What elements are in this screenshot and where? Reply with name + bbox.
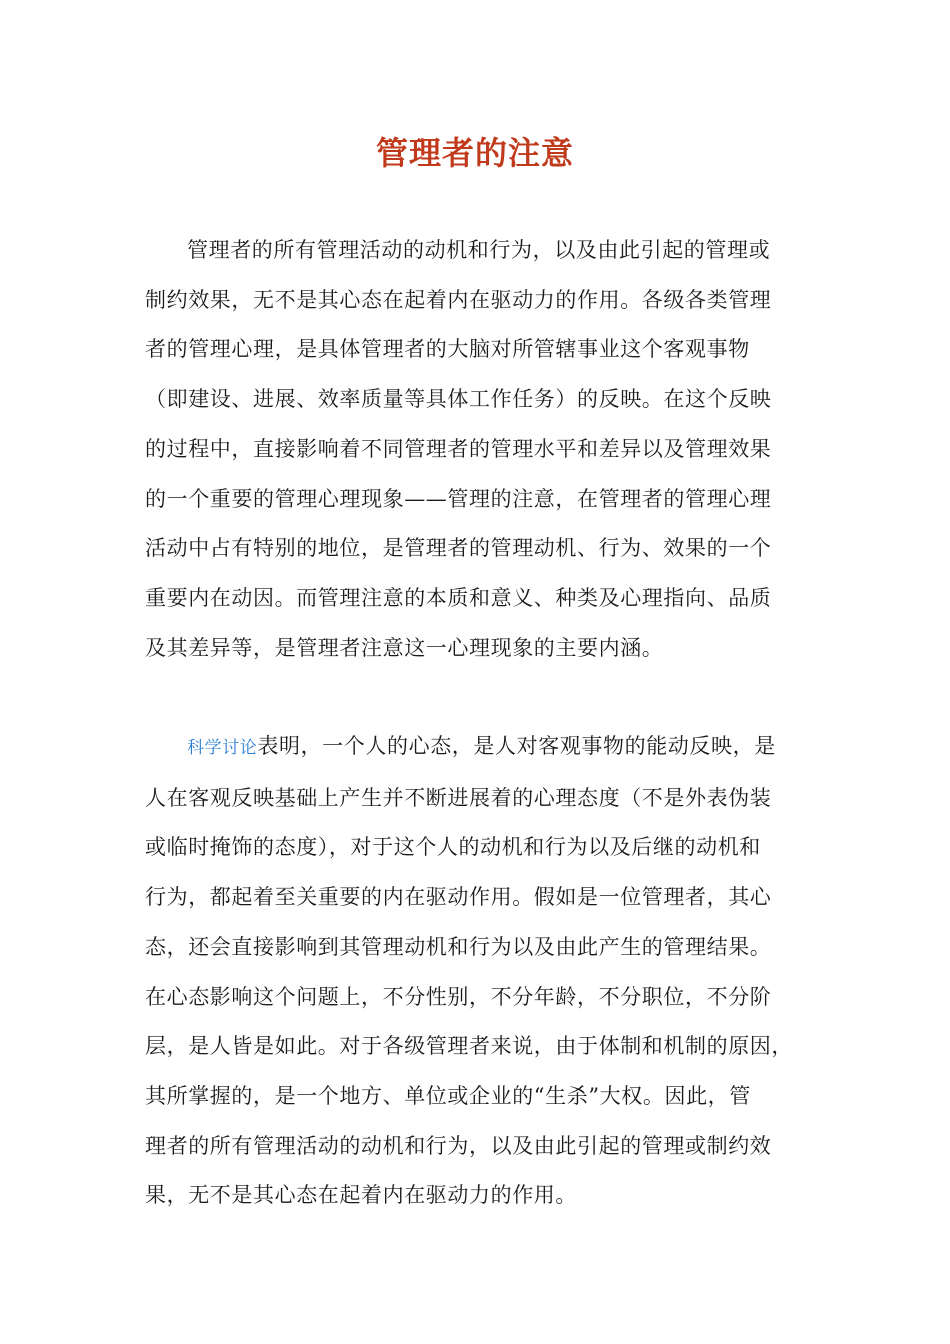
paragraph-1-line: （即建设、进展、效率质量等具体工作任务）的反映。在这个反映 <box>145 387 772 412</box>
paragraph-1-line: 者的管理心理，是具体管理者的大脑对所管辖事业这个客观事物 <box>145 337 750 362</box>
paragraph-1 <box>145 226 817 673</box>
paragraph-2 <box>145 722 817 1221</box>
paragraph-1-line: 制约效果，无不是其心态在起着内在驱动力的作用。各级各类管理 <box>145 287 772 312</box>
paragraph-1-line: 的过程中，直接影响着不同管理者的管理水平和差异以及管理效果 <box>145 436 772 461</box>
paragraph-2-line: 其所掌握的，是一个地方、单位或企业的“生杀”大权。因此，管 <box>145 1083 751 1108</box>
paragraph-1-line: 活动中占有特别的地位，是管理者的管理动机、行为、效果的一个 <box>145 536 772 561</box>
paragraph-2-first-line-text: 表明，一个人的心态，是人对客观事物的能动反映，是 <box>257 734 776 758</box>
paragraph-1-line: 的一个重要的管理心理现象——管理的注意，在管理者的管理心理 <box>145 486 772 511</box>
paragraph-1-line: 及其差异等，是管理者注意这一心理现象的主要内涵。 <box>145 635 664 660</box>
paragraph-2-first-line <box>145 722 817 774</box>
paragraph-2-line: 行为，都起着至关重要的内在驱动作用。假如是一位管理者，其心 <box>145 885 772 910</box>
paragraph-2-line: 或临时掩饰的态度），对于这个人的动机和行为以及后继的动机和 <box>145 835 761 860</box>
paragraph-1-line: 管理者的所有管理活动的动机和行为，以及由此引起的管理或 <box>187 238 771 262</box>
paragraph-2-line: 果，无不是其心态在起着内在驱动力的作用。 <box>145 1183 577 1208</box>
document-title: 管理者的注意 <box>375 134 574 172</box>
paragraph-1-line: 重要内在动因。而管理注意的本质和意义、种类及心理指向、品质 <box>145 585 772 610</box>
paragraph-2-line: 态，还会直接影响到其管理动机和行为以及由此产生的管理结果。 <box>145 934 772 959</box>
paragraph-2-line: 人在客观反映基础上产生并不断进展着的心理态度（不是外表伪装 <box>145 785 772 810</box>
paragraph-2-line: 理者的所有管理活动的动机和行为，以及由此引起的管理或制约效 <box>145 1133 772 1158</box>
science-discussion-link[interactable]: 科学讨论 <box>187 738 258 758</box>
paragraph-2-line: 层，是人皆是如此。对于各级管理者来说，由于体制和机制的原因， <box>145 1034 793 1059</box>
paragraph-2-line: 在心态影响这个问题上，不分性别，不分年龄，不分职位，不分阶 <box>145 984 772 1009</box>
